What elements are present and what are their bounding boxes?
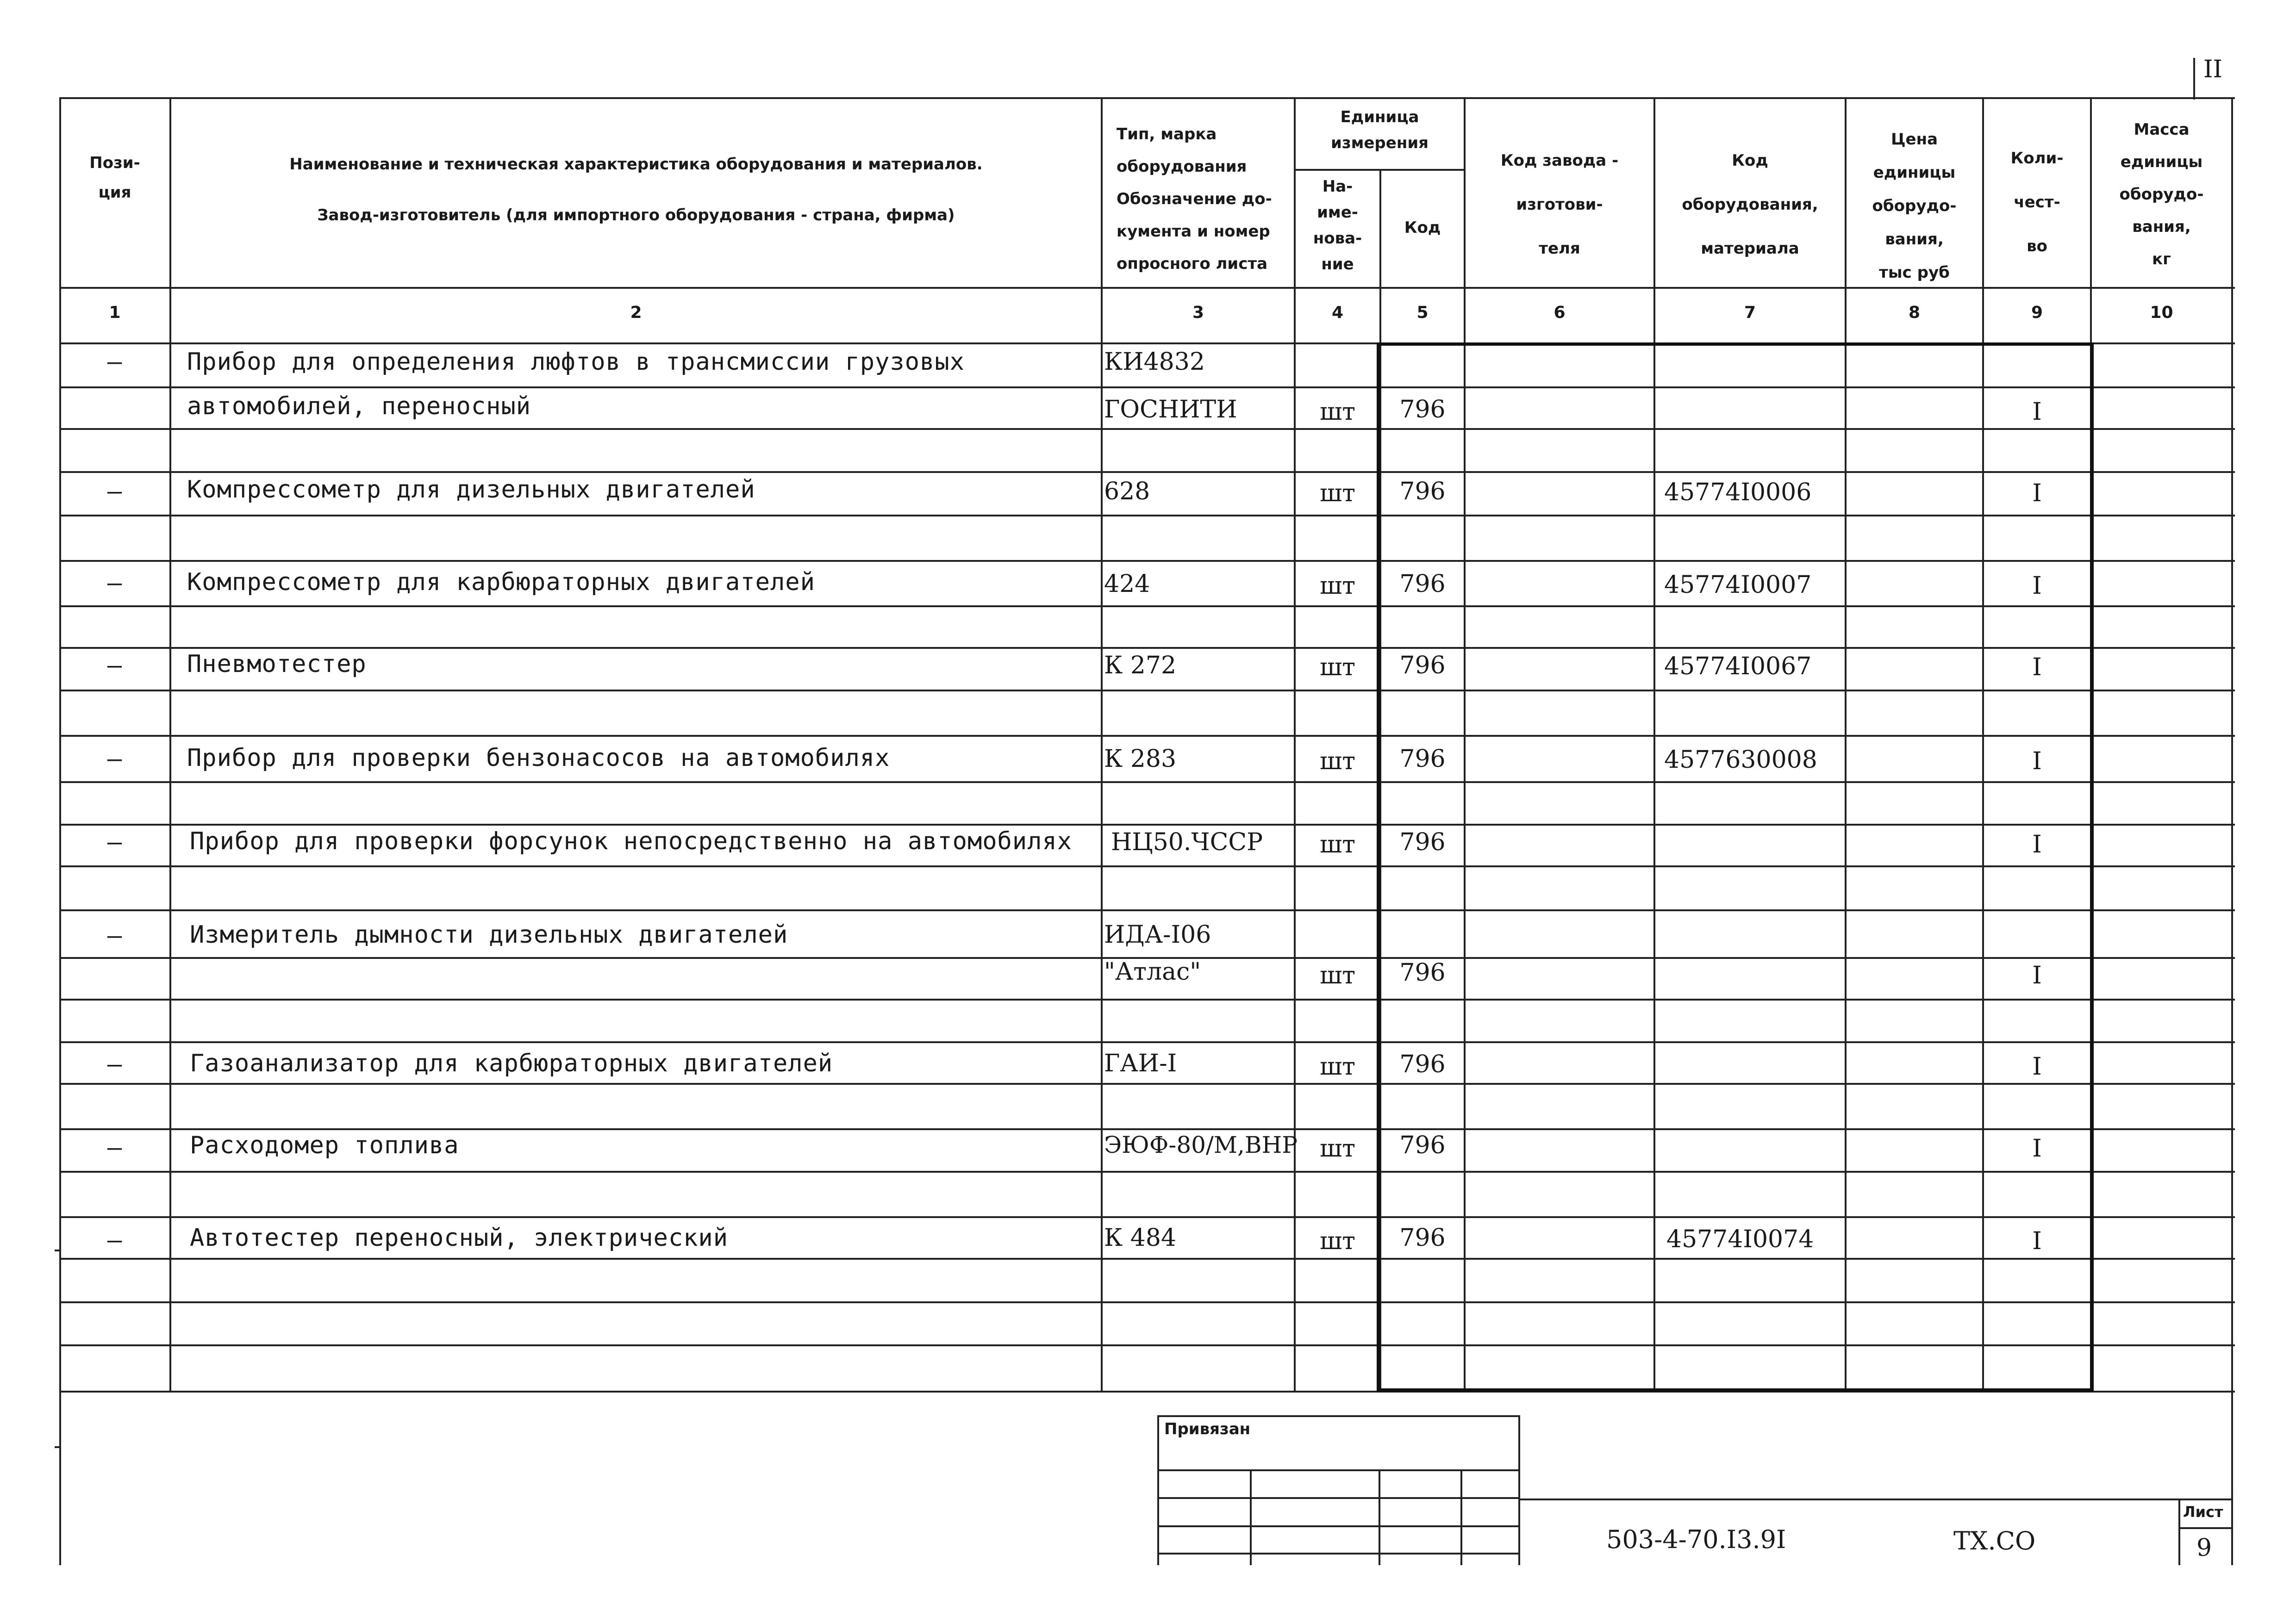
row-qty: I	[2032, 1053, 2042, 1081]
row-code: 796	[1399, 478, 1446, 505]
header-unit-code: Код	[1404, 218, 1441, 237]
header-price: Цена единицы оборудо- вания, тыс руб	[1872, 130, 1957, 282]
column-number: 9	[2031, 303, 2043, 322]
row-code: 796	[1399, 1051, 1446, 1078]
row-unit: шт	[1319, 1135, 1356, 1163]
row-position: –	[107, 1134, 123, 1162]
row-type: К 272	[1104, 652, 1177, 679]
header-mass: Масса единицы оборудо- вания, кг	[2119, 120, 2204, 268]
column-number: 7	[1744, 303, 1756, 322]
row-type: ГАИ-I	[1104, 1050, 1177, 1077]
row-qty: I	[2032, 962, 2042, 989]
sheet-label: Лист	[2183, 1503, 2223, 1521]
row-name: Расходомер топлива	[190, 1132, 459, 1159]
row-qty: I	[2032, 653, 2042, 681]
row-equipment-code: 45774I0067	[1664, 653, 1812, 680]
header-factory-code: Код завода - изготови- теля	[1500, 151, 1619, 258]
row-qty: I	[2032, 479, 2042, 507]
row-unit: шт	[1319, 1053, 1356, 1081]
row-code: 796	[1399, 396, 1446, 423]
row-name: автомобилей, переносный	[187, 392, 531, 420]
row-name: Компрессометр для дизельных двигателей	[187, 476, 755, 504]
row-type: К 283	[1104, 745, 1177, 773]
row-position: –	[107, 1226, 123, 1254]
column-number: 2	[630, 303, 642, 322]
header-name: Наименование и техническая характеристика оборудования и материалов. Завод-изготовитель (для импортного оборудования - страна, фирма)	[289, 155, 983, 224]
column-number: 1	[109, 303, 121, 322]
row-unit: шт	[1319, 962, 1356, 989]
row-code: 796	[1399, 570, 1446, 598]
row-position: –	[107, 745, 123, 773]
row-code: 796	[1399, 959, 1446, 987]
column-number: 5	[1416, 303, 1429, 322]
column-number: 8	[1908, 303, 1921, 322]
row-unit: шт	[1319, 653, 1356, 681]
section-code: ТХ.СО	[1953, 1526, 2036, 1555]
row-type: НЦ50.ЧССР	[1111, 828, 1263, 856]
row-type: ЭЮФ-80/М,ВНР	[1104, 1132, 1298, 1158]
row-position: –	[107, 652, 123, 679]
row-equipment-code: 45774I0074	[1666, 1225, 1814, 1253]
column-number: 4	[1331, 303, 1344, 322]
row-qty: I	[2032, 398, 2042, 426]
row-name: Прибор для проверки форсунок непосредственно на автомобилях	[190, 827, 1073, 855]
row-position: –	[107, 569, 123, 597]
column-number: 10	[2150, 303, 2173, 322]
row-name: Автотестер переносный, электрический	[190, 1224, 729, 1252]
row-type: "Атлас"	[1104, 958, 1201, 986]
row-position: –	[107, 348, 123, 376]
row-type: ГОСНИТИ	[1104, 396, 1237, 423]
row-type: ИДА-I06	[1104, 921, 1211, 949]
row-position: –	[107, 1051, 123, 1078]
row-type: К 484	[1104, 1224, 1177, 1252]
row-name: Компрессометр для карбюраторных двигателей	[187, 568, 815, 596]
row-equipment-code: 4577630008	[1664, 746, 1817, 774]
row-name: Пневмотестер	[187, 650, 367, 678]
header-position: Пози- ция	[89, 154, 140, 202]
column-number: 3	[1192, 303, 1204, 322]
row-type: КИ4832	[1104, 348, 1205, 376]
row-name: Прибор для проверки бензонасосов на автомобилях	[187, 744, 890, 772]
row-qty: I	[2032, 831, 2042, 858]
header-unit-name: На- име- нова- ние	[1313, 177, 1362, 274]
row-code: 796	[1399, 1132, 1446, 1159]
row-code: 796	[1399, 745, 1446, 773]
row-qty: I	[2032, 747, 2042, 775]
row-unit: шт	[1319, 831, 1356, 858]
row-name: Прибор для определения люфтов в трансмиссии грузовых	[187, 348, 965, 376]
row-type: 424	[1104, 570, 1150, 598]
document-code: 503-4-70.I3.9I	[1606, 1525, 1786, 1554]
row-equipment-code: 45774I0006	[1664, 479, 1812, 506]
row-code: 796	[1399, 1224, 1446, 1252]
row-qty: I	[2032, 1135, 2042, 1163]
row-code: 796	[1399, 652, 1446, 679]
row-position: –	[107, 478, 123, 505]
column-number: 6	[1554, 303, 1566, 322]
row-position: –	[107, 828, 123, 856]
header-equipment-code: Код оборудования, материала	[1682, 151, 1818, 258]
row-name: Измеритель дымности дизельных двигателей	[190, 921, 788, 949]
row-qty: I	[2032, 572, 2042, 600]
row-code: 796	[1399, 828, 1446, 856]
row-qty: I	[2032, 1227, 2042, 1255]
row-type: 628	[1104, 478, 1150, 505]
row-equipment-code: 45774I0007	[1664, 571, 1812, 599]
row-position: –	[107, 922, 123, 950]
header-unit: Единица измерения	[1331, 108, 1429, 152]
sheet-number: 9	[2196, 1534, 2212, 1562]
row-unit: шт	[1319, 747, 1356, 775]
header-type: Тип, марка оборудования Обозначение до- кумента и номер опросного листа	[1117, 125, 1272, 273]
row-unit: шт	[1319, 479, 1356, 507]
row-unit: шт	[1319, 572, 1356, 600]
row-name: Газоанализатор для карбюраторных двигателей	[190, 1050, 833, 1077]
row-unit: шт	[1319, 398, 1356, 426]
top-sheet-number: II	[2203, 56, 2223, 83]
stamp-label: Привязан	[1164, 1420, 1251, 1438]
row-unit: шт	[1319, 1227, 1356, 1255]
header-quantity: Коли- чест- во	[2010, 149, 2064, 255]
